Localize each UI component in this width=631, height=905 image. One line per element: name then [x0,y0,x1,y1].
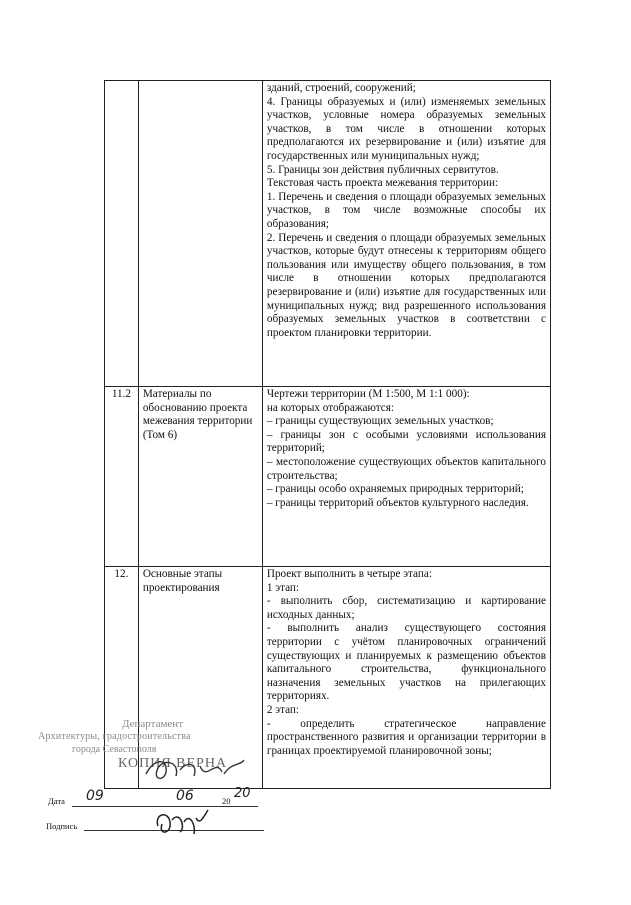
stamp-line-department: Департамент [122,718,184,730]
date-year-prefix: 20 [222,796,231,806]
cell-content [262,567,550,789]
content-line: 2. Перечень и сведения о площади образуемых земельных участков, которые будут отнесены к территориям общего пользования или имуществу общего пользования, в том числе в отношении которых предполагаются резервирование и (или) изъятие для государственных или муниципальных нужд; вид разрешенного использования образуемых земельных участков в соответствии с проектом планировки территории. [266,231,546,339]
content-line: Проект выполнить в четыре этапа: [266,568,432,580]
content-line: Текстовая часть проекта межевания территории: [266,177,499,190]
handwritten-signature [150,806,210,840]
content-line: - выполнить сбор, систематизацию и картирование исходных данных; [266,595,546,621]
stamp-line-architecture: Архитектуры, градостроительства [38,731,191,742]
cell-number: 11.2 [105,387,139,567]
date-label: Дата [48,796,65,806]
cell-content [262,387,550,567]
handwritten-signature-top [140,752,250,784]
content-line: – границы существующих земельных участков; [266,415,494,428]
content-line: - выполнить анализ существующего состояния территории с учётом планировочных ограничений существующих и планируемых к размещению объектов капитального строительства, функционального назначения земельных участков на прилегающих территориях. [266,622,546,703]
cell-number: 12. [105,567,139,789]
cell-name [138,81,262,387]
cell-content [262,81,550,387]
content-line: зданий, строений, сооружений; [266,82,416,94]
cell-number [105,81,139,387]
signature-label: Подпись [46,821,78,831]
content-line: 5. Границы зон действия публичных сервитутов. [266,163,499,176]
cell-name: Основные этапы проектирования [138,567,262,789]
table-row-continued [105,81,551,387]
content-line: Чертежи территории (М 1:500, М 1:1 000): [266,388,470,400]
stamp-line-copy: КОПИЯ ВЕРНА [118,756,228,771]
stamp-line-city: города Севастополя [72,744,157,755]
content-line: – местоположение существующих объектов капитального строительства; [266,455,546,482]
content-line: 1. Перечень и сведения о площади образуемых земельных участков, в том числе возможные способы их образования; [266,190,546,230]
content-line: – границы особо охраняемых природных территорий; [266,483,524,496]
content-line: на которых отображаются: [266,401,394,414]
content-line: 2 этап: [266,703,300,716]
cell-name: Материалы по обоснованию проекта межевания территории (Том 6) [138,387,262,567]
date-month: 06 [176,788,194,804]
content-line: 1 этап: [266,581,300,594]
content-line: - определить стратегическое направление пространственного развития и организации территории в границах проектируемой планировочной зоны; [266,717,546,757]
date-day: 09 [86,788,104,804]
date-year: 20 [234,786,251,801]
specification-table [104,80,551,789]
content-line: – границы территорий объектов культурного наследия. [266,496,529,509]
content-line: – границы зон с особыми условиями использования территорий; [266,428,546,455]
table-row-11-2 [105,387,551,567]
content-line: 4. Границы образуемых и (или) изменяемых земельных участков, условные номера образуемых земельных участков, в том числе в отношении которых предполагаются их резервирование и (или) изъятие для государственных или муниципальных нужд; [266,95,546,162]
